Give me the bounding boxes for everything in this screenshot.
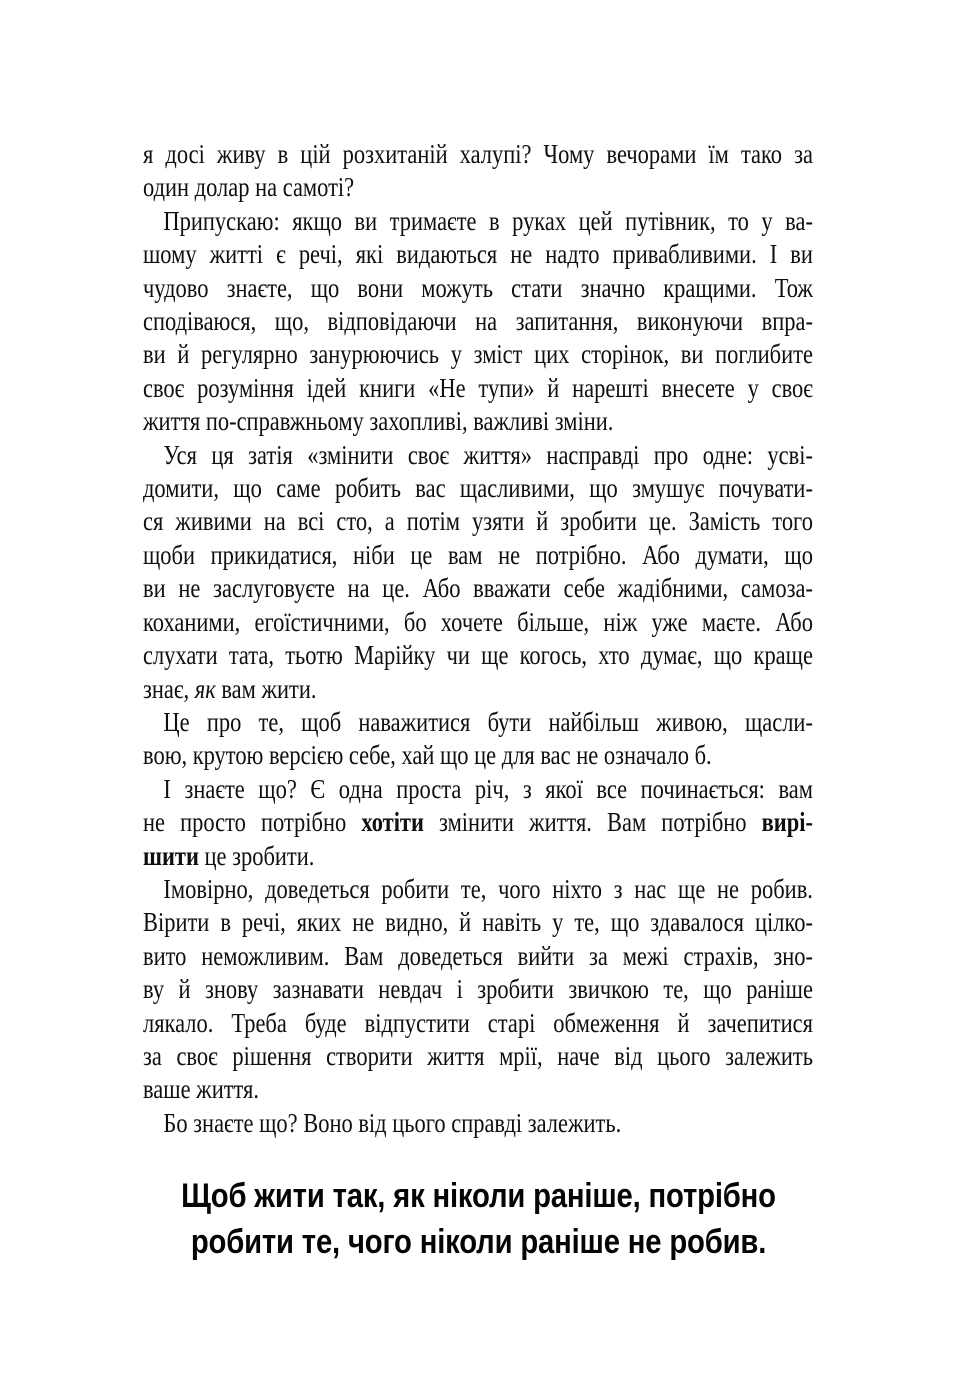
text-line <box>143 1106 813 1139</box>
text-segment: змінити життя. Вам потрібно <box>423 806 762 838</box>
text-segment: це зробити. <box>198 839 315 871</box>
text-segment: за своє рішення створити життя мрії, наче від цього залежить <box>143 1039 813 1071</box>
text-segment: вирі- <box>761 806 813 838</box>
text-segment: ви й регулярно занурюючись у зміст цих сторінок, ви поглибите <box>143 338 813 370</box>
text-line <box>143 1072 813 1105</box>
pullquote-line: Щоб жити так, як ніколи раніше, потрібно <box>181 1177 776 1215</box>
text-line <box>143 237 813 270</box>
text-segment: життя по-справжньому захопливі, важливі зміни. <box>143 405 614 437</box>
text-line <box>143 304 813 337</box>
text-segment: один долар на самоті? <box>143 171 355 203</box>
pullquote <box>67 1173 890 1265</box>
text-segment: шити <box>143 839 199 871</box>
text-segment: ся живими на всі сто, а потім узяти й зробити це. Замість того <box>143 505 813 537</box>
text-segment: ваше життя. <box>143 1073 260 1105</box>
text-line <box>143 705 813 738</box>
text-segment: слухати тата, тьотю Марійку чи ще когось, хто думає, що краще <box>143 639 813 671</box>
text-line <box>143 538 813 571</box>
text-line <box>143 571 813 604</box>
text-line <box>143 204 813 237</box>
text-segment: як <box>194 672 216 704</box>
text-line <box>143 905 813 938</box>
text-line <box>143 1039 813 1072</box>
text-segment: І знаєте що? Є одна проста річ, з якої все починається: вам <box>163 772 813 804</box>
text-line <box>143 605 813 638</box>
text-segment: домити, що саме робить вас щасливими, що змушує почувати- <box>143 472 813 504</box>
text-block <box>143 137 813 1139</box>
text-line <box>143 972 813 1005</box>
text-line <box>143 672 813 705</box>
text-line <box>143 772 813 805</box>
text-line <box>143 371 813 404</box>
text-line <box>143 805 813 838</box>
text-line <box>143 404 813 437</box>
text-segment: Бо знаєте що? Воно від цього справді залежить. <box>163 1106 622 1138</box>
pullquote-line: робити те, чого ніколи раніше не робив. <box>190 1223 767 1261</box>
text-segment: Вірити в речі, яких не видно, й навіть у те, що здавалося цілко- <box>143 906 813 938</box>
text-line <box>143 638 813 671</box>
text-segment: не просто потрібно <box>143 806 362 838</box>
text-segment: Припускаю: якщо ви тримаєте в руках цей путівник, то у ва- <box>163 204 813 236</box>
text-line <box>143 1006 813 1039</box>
text-line <box>143 839 813 872</box>
text-line <box>143 471 813 504</box>
text-segment: шому житті є речі, які видаються не надто привабливими. І ви <box>143 238 813 270</box>
text-segment: ви не заслуговуєте на це. Або вважати себе жадібними, самоза- <box>143 572 813 604</box>
text-segment: хотіти <box>361 806 424 838</box>
text-segment: щоби прикидатися, ніби це вам не потрібно. Або думати, що <box>143 538 813 570</box>
text-segment: вито неможливим. Вам доведеться вийти за межі страхів, зно- <box>143 939 813 971</box>
text-line <box>143 438 813 471</box>
text-segment: вою, крутою версією себе, хай що це для вас не означало б. <box>143 739 712 771</box>
text-line <box>143 337 813 370</box>
text-line <box>143 872 813 905</box>
text-segment: Імовірно, доведеться робити те, чого ніхто з нас ще не робив. <box>163 872 813 904</box>
text-line <box>143 738 813 771</box>
text-segment: своє розуміння ідей книги «Не тупи» й нарешті внесете у своє <box>143 371 813 403</box>
text-segment: вам жити. <box>215 672 317 704</box>
text-segment: ву й знову зазнавати невдач і зробити звичкою те, що раніше <box>143 973 813 1005</box>
text-line <box>143 504 813 537</box>
text-segment: я досі живу в цій розхитаній халупі? Чому вечорами їм тако за <box>143 138 813 169</box>
text-line <box>143 939 813 972</box>
text-segment: знає, <box>143 672 195 704</box>
text-segment: чудово знаєте, що вони можуть стати значно кращими. Тож <box>143 271 813 303</box>
text-line <box>143 137 813 170</box>
text-segment: Уся ця затія «змінити своє життя» насправді про одне: усві- <box>163 438 813 470</box>
text-segment: коханими, егоїстичними, бо хочете більше, ніж уже маєте. Або <box>143 605 813 637</box>
text-segment: Це про те, щоб наважитися бути найбільш живою, щасли- <box>163 705 813 737</box>
text-line <box>143 170 813 203</box>
text-line <box>143 271 813 304</box>
text-segment: лякало. Треба буде відпустити старі обмеження й зачепитися <box>143 1006 813 1038</box>
text-segment: сподіваюся, що, відповідаючи на запитання, виконуючи впра- <box>143 305 813 337</box>
